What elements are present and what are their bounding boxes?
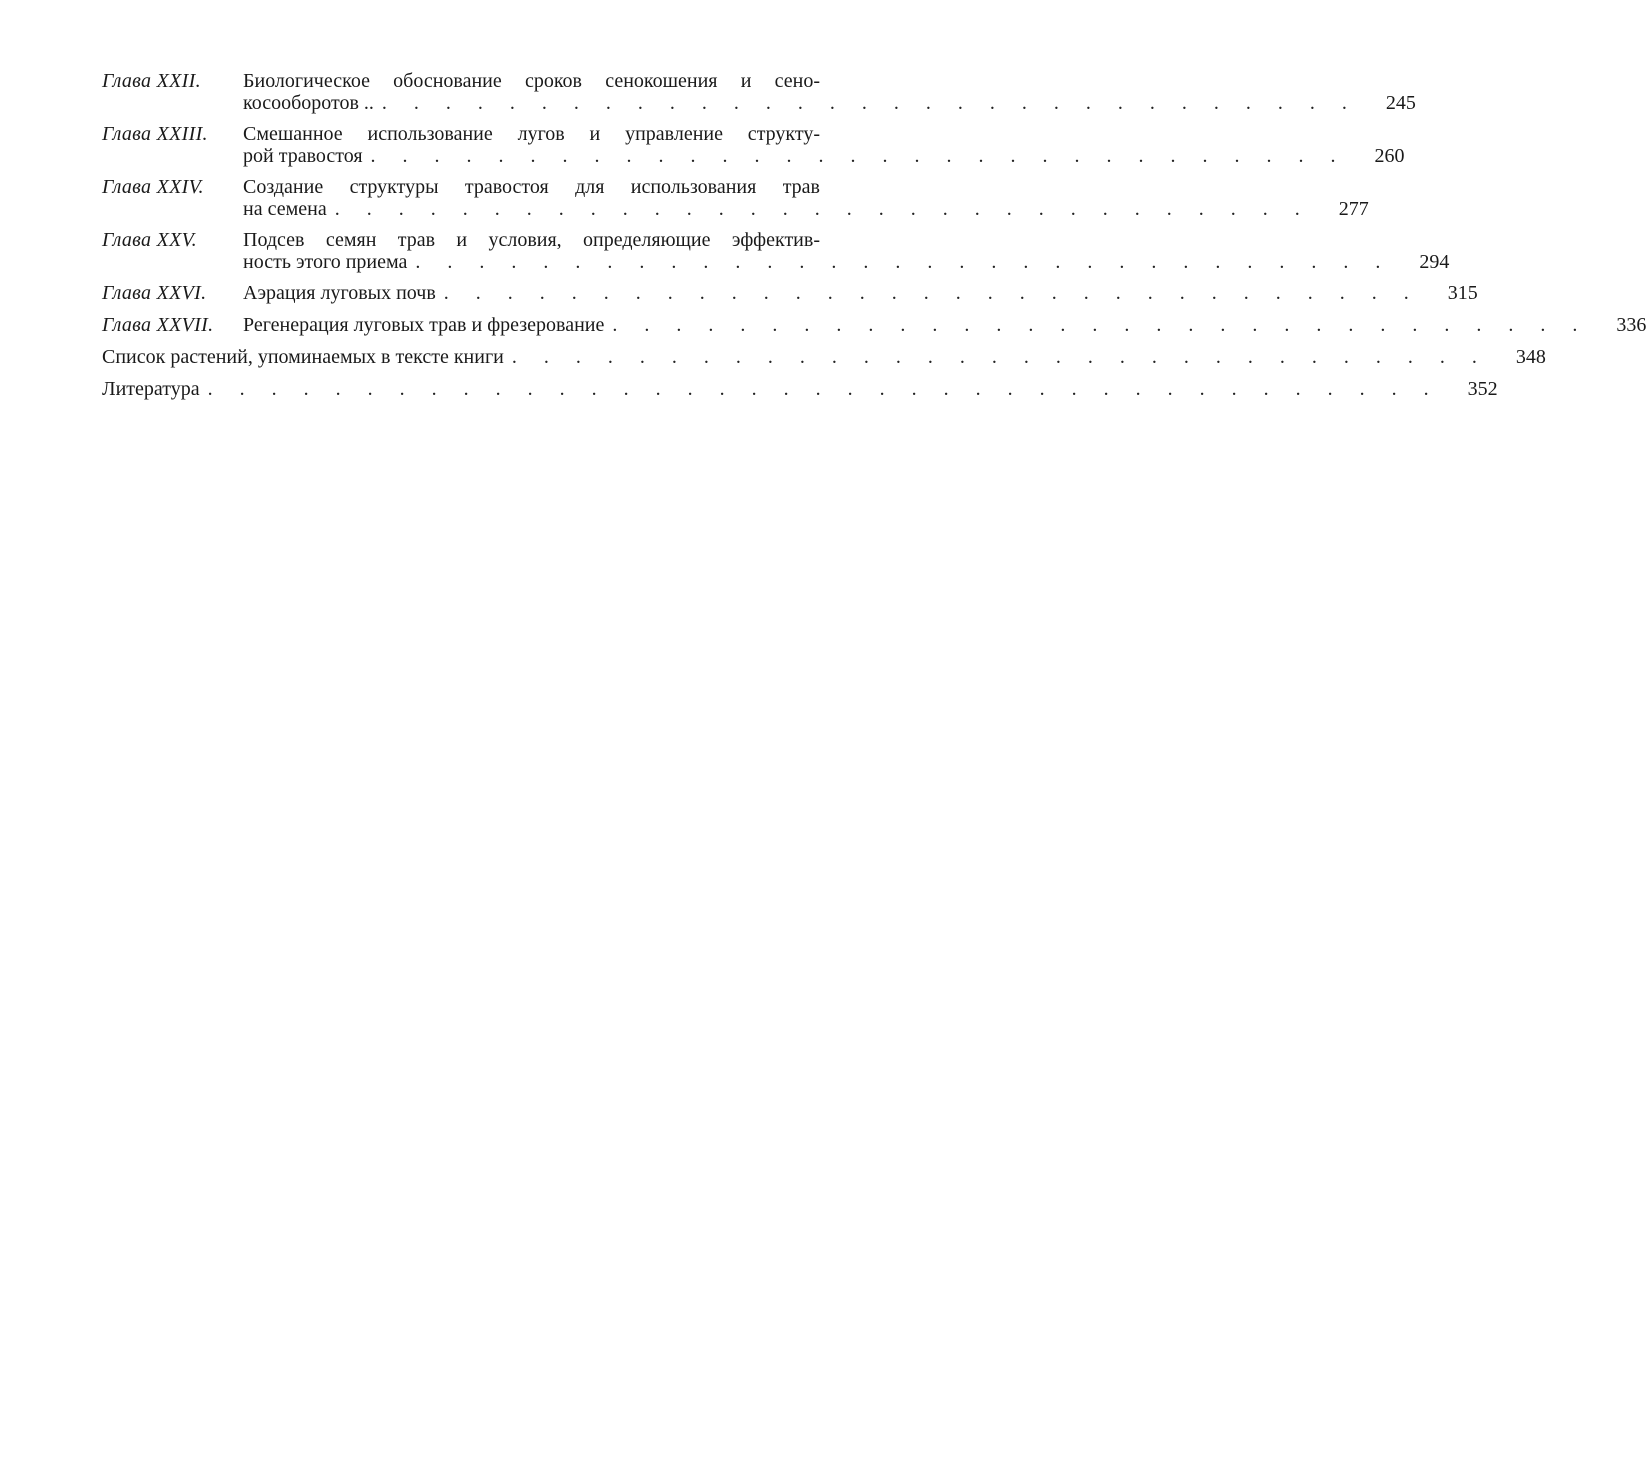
- chapter-title-line1: Биологическое обоснование сроков сенокошения и сено-: [243, 70, 820, 92]
- page-number: 245: [1385, 92, 1416, 114]
- chapter-title-line2: на семена: [243, 198, 327, 220]
- toc-entry-chapter-26[interactable]: [102, 282, 1478, 304]
- chapter-title-line1: Смешанное использование лугов и управление структу-: [243, 123, 820, 145]
- toc-entry-chapter-24[interactable]: [102, 176, 1369, 220]
- dot-leader: . . . . . . . . . . . . . . . . . . . . . . . . . . . . . . .: [334, 198, 1311, 220]
- toc-entry-chapter-22[interactable]: [102, 70, 1416, 114]
- section-title: Литература: [102, 378, 200, 400]
- toc-entry-literature[interactable]: [102, 378, 1498, 400]
- page-number: 336: [1616, 314, 1646, 336]
- page-number: 277: [1338, 198, 1369, 220]
- chapter-label: Глава XXV.: [102, 229, 197, 251]
- chapter-title-line1: Создание структуры травостоя для использования трав: [243, 176, 820, 198]
- page-number: 352: [1467, 378, 1498, 400]
- chapter-title-line1: Подсев семян трав и условия, определяющие эффектив-: [243, 229, 820, 251]
- toc-entry-plants-list[interactable]: [102, 346, 1546, 368]
- dot-leader: . . . . . . . . . . . . . . . . . . . . . . . . . . . . . . .: [443, 282, 1420, 304]
- toc-entry-chapter-25[interactable]: [102, 229, 1450, 273]
- chapter-title-line2: косооборотов ..: [243, 92, 374, 114]
- dot-leader: . . . . . . . . . . . . . . . . . . . . . . . . . . . . . . .: [612, 314, 1589, 336]
- dot-leader: . . . . . . . . . . . . . . . . . . . . . . . . . . . . . . .: [370, 145, 1347, 167]
- chapter-title-line2: ность этого приема: [243, 251, 408, 273]
- chapter-title-line2: рой травостоя: [243, 145, 363, 167]
- toc-entry-chapter-27[interactable]: [102, 314, 1646, 336]
- page-number: 260: [1374, 145, 1405, 167]
- page-number: 294: [1419, 251, 1450, 273]
- dot-leader: . . . . . . . . . . . . . . . . . . . . . . . . . . . . . . .: [511, 346, 1488, 368]
- chapter-label: Глава XXVI.: [102, 282, 207, 304]
- chapter-label: Глава XXIII.: [102, 123, 208, 145]
- table-of-contents: [102, 70, 1646, 410]
- page-number: 348: [1515, 346, 1546, 368]
- dot-leader: . . . . . . . . . . . . . . . . . . . . . . . . . . . . . . .: [381, 92, 1358, 114]
- dot-leader: . . . . . . . . . . . . . . . . . . . . . . . . . . . . . . . . . . . . . . .: [207, 378, 1440, 400]
- dot-leader: . . . . . . . . . . . . . . . . . . . . . . . . . . . . . . .: [415, 251, 1392, 273]
- chapter-label: Глава XXII.: [102, 70, 201, 92]
- chapter-label: Глава XXIV.: [102, 176, 204, 198]
- section-title: Список растений, упоминаемых в тексте книги: [102, 346, 504, 368]
- toc-entry-chapter-23[interactable]: [102, 123, 1405, 167]
- chapter-title: Аэрация луговых почв: [243, 282, 436, 304]
- chapter-label: Глава XXVII.: [102, 314, 214, 336]
- chapter-title: Регенерация луговых трав и фрезерование: [243, 314, 605, 336]
- page-number: 315: [1447, 282, 1478, 304]
